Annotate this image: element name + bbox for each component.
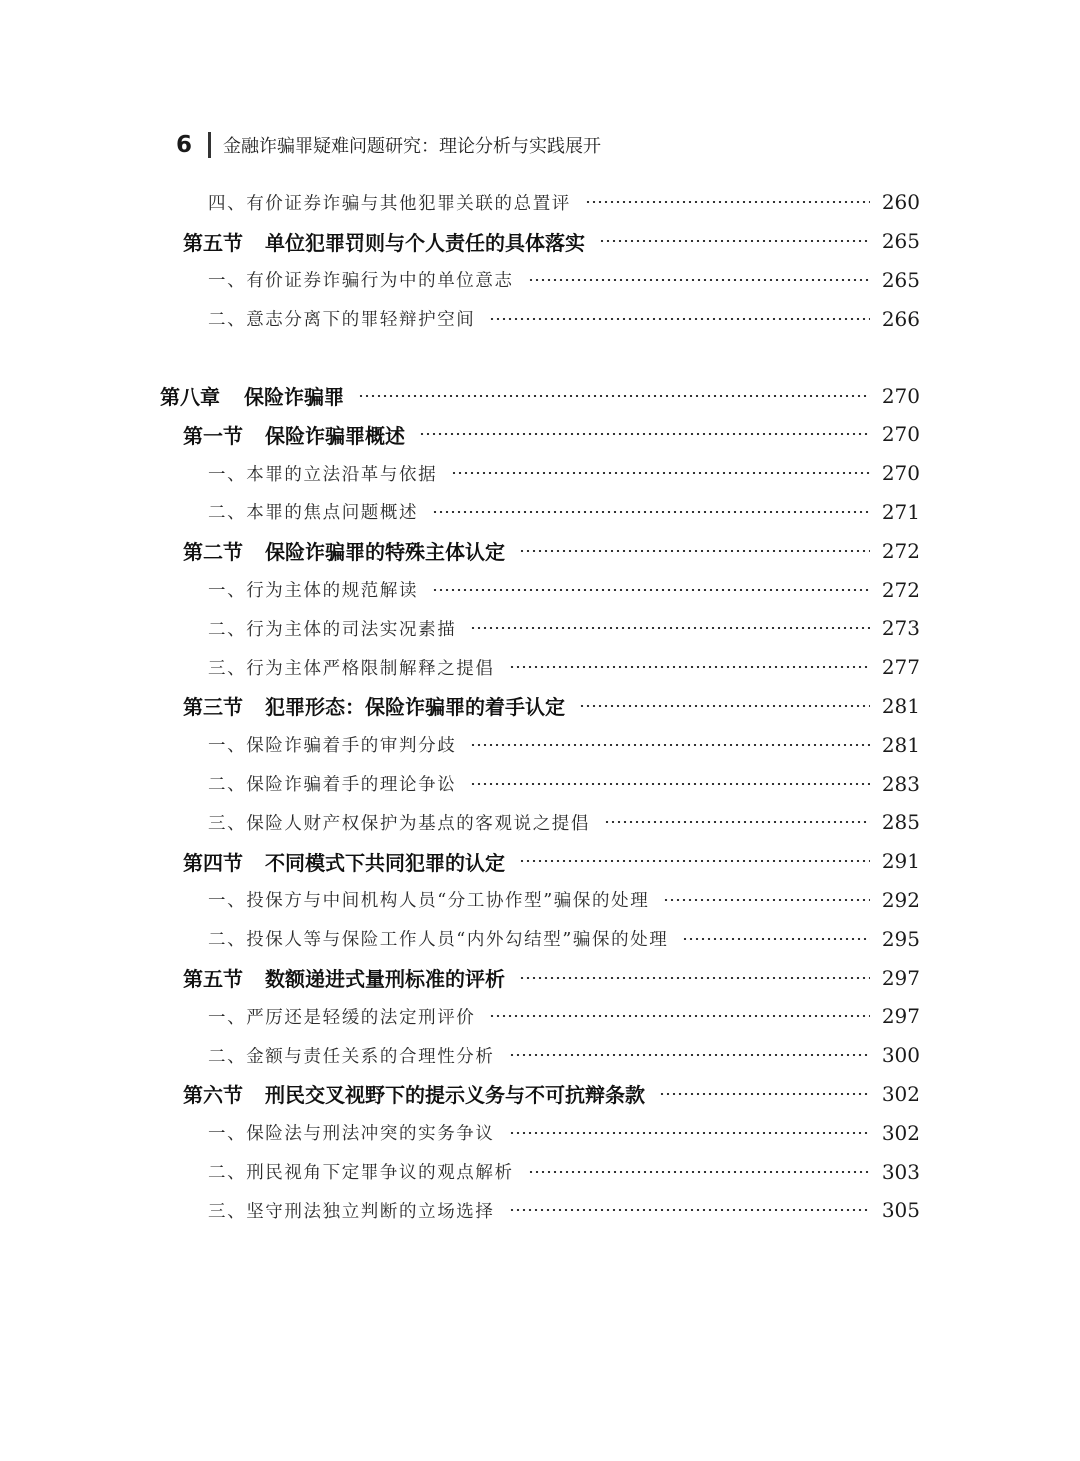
chapter-number: 第八章 bbox=[160, 385, 220, 410]
toc-page-number: 283 bbox=[881, 771, 920, 796]
dot-leader bbox=[432, 511, 870, 513]
toc-chapter[interactable] bbox=[0, 376, 1080, 415]
toc-entry-label: 一、严厉还是轻缓的法定刑评价 bbox=[208, 1007, 476, 1028]
toc-section[interactable] bbox=[0, 842, 1080, 881]
dot-leader bbox=[489, 1015, 869, 1017]
toc-page-number: 292 bbox=[881, 887, 920, 912]
running-header bbox=[176, 128, 601, 162]
dot-leader bbox=[489, 318, 869, 320]
section-title: 单位犯罪罚则与个人责任的具体落实 bbox=[265, 230, 585, 255]
toc-section[interactable] bbox=[0, 415, 1080, 454]
section-title: 数额递进式量刑标准的评析 bbox=[265, 967, 505, 992]
toc-page-number: 302 bbox=[881, 1081, 920, 1106]
toc-page-number: 281 bbox=[881, 693, 920, 718]
toc-entry-label: 二、刑民视角下定罪争议的观点解析 bbox=[208, 1163, 514, 1184]
toc-subentry[interactable] bbox=[0, 881, 1080, 920]
toc-subentry[interactable] bbox=[0, 570, 1080, 609]
toc-entry-label: 一、本罪的立法沿革与依据 bbox=[208, 464, 438, 485]
toc-page-number: 281 bbox=[881, 732, 920, 757]
toc-entry-label: 三、行为主体严格限制解释之提倡 bbox=[208, 658, 495, 679]
toc-entry-label: 二、金额与责任关系的合理性分析 bbox=[208, 1046, 495, 1067]
dot-leader bbox=[470, 783, 870, 785]
toc-subentry[interactable] bbox=[0, 1113, 1080, 1152]
toc-entry-label: 一、投保方与中间机构人员“分工协作型”骗保的处理 bbox=[208, 891, 650, 912]
toc-section[interactable] bbox=[0, 531, 1080, 570]
toc-page-number: 291 bbox=[881, 849, 920, 874]
toc-entry-label bbox=[183, 1079, 645, 1108]
toc-entry-label: 二、保险诈骗着手的理论争讼 bbox=[208, 775, 457, 796]
toc-page-number: 265 bbox=[881, 229, 920, 254]
toc-subentry[interactable] bbox=[0, 648, 1080, 687]
toc-entry-label: 二、投保人等与保险工作人员“内外勾结型”骗保的处理 bbox=[208, 930, 669, 951]
dot-leader bbox=[470, 627, 870, 629]
section-title: 不同模式下共同犯罪的认定 bbox=[265, 850, 505, 875]
toc-entry-label: 一、行为主体的规范解读 bbox=[208, 581, 419, 602]
dot-leader bbox=[528, 279, 870, 281]
toc-section[interactable] bbox=[0, 958, 1080, 997]
dot-leader bbox=[663, 899, 870, 901]
toc-section[interactable] bbox=[0, 1075, 1080, 1114]
toc-page-number: 266 bbox=[881, 306, 920, 331]
book-title: 金融诈骗罪疑难问题研究：理论分析与实践展开 bbox=[223, 136, 602, 157]
toc-entry-label: 四、有价证券诈骗与其他犯罪关联的总置评 bbox=[208, 193, 571, 214]
toc-page-number: 295 bbox=[881, 926, 920, 951]
toc-subentry[interactable] bbox=[0, 1191, 1080, 1230]
toc-section[interactable] bbox=[0, 222, 1080, 261]
toc-page-number: 270 bbox=[881, 422, 920, 447]
toc-page-number: 272 bbox=[881, 538, 920, 563]
toc-page-number: 297 bbox=[881, 1004, 920, 1029]
toc-entry-label bbox=[160, 381, 344, 410]
toc-subentry[interactable] bbox=[0, 1036, 1080, 1075]
section-number: 第五节 bbox=[183, 230, 243, 255]
toc-section[interactable] bbox=[0, 687, 1080, 726]
section-title: 保险诈骗罪的特殊主体认定 bbox=[265, 540, 505, 565]
toc-subentry[interactable] bbox=[0, 764, 1080, 803]
section-number: 第一节 bbox=[183, 423, 243, 448]
section-number: 第四节 bbox=[183, 850, 243, 875]
dot-leader bbox=[519, 860, 870, 862]
toc-subentry[interactable] bbox=[0, 299, 1080, 338]
section-number: 第二节 bbox=[183, 540, 243, 565]
dot-leader bbox=[509, 666, 870, 668]
toc-entry-label: 一、有价证券诈骗行为中的单位意志 bbox=[208, 271, 514, 292]
dot-leader bbox=[432, 589, 870, 591]
dot-leader bbox=[604, 821, 870, 823]
section-title: 刑民交叉视野下的提示义务与不可抗辩条款 bbox=[265, 1083, 645, 1108]
toc-entry-label bbox=[183, 227, 585, 256]
toc-page-number: 300 bbox=[881, 1043, 920, 1068]
toc-page-number: 270 bbox=[881, 383, 920, 408]
dot-leader bbox=[470, 744, 870, 746]
dot-leader bbox=[509, 1132, 870, 1134]
toc-entry-label bbox=[183, 420, 405, 449]
toc-subentry[interactable] bbox=[0, 454, 1080, 493]
toc-entry-label: 二、本罪的焦点问题概述 bbox=[208, 503, 419, 524]
toc-subentry[interactable] bbox=[0, 609, 1080, 648]
toc-entry-label bbox=[183, 847, 505, 876]
dot-leader bbox=[519, 977, 870, 979]
toc-page-number: 297 bbox=[881, 965, 920, 990]
section-number: 第五节 bbox=[183, 967, 243, 992]
page-number: 6 bbox=[176, 132, 193, 158]
table-of-contents bbox=[0, 183, 1080, 1230]
dot-leader bbox=[528, 1171, 870, 1173]
toc-page-number: 272 bbox=[881, 577, 920, 602]
toc-subentry[interactable] bbox=[0, 261, 1080, 300]
toc-page-number: 277 bbox=[881, 655, 920, 680]
section-title: 保险诈骗罪概述 bbox=[265, 423, 405, 448]
toc-entry-label: 二、行为主体的司法实况素描 bbox=[208, 619, 457, 640]
toc-page-number: 305 bbox=[881, 1198, 920, 1223]
dot-leader bbox=[519, 550, 870, 552]
toc-subentry[interactable] bbox=[0, 183, 1080, 222]
dot-leader bbox=[579, 705, 870, 707]
toc-page-number: 271 bbox=[881, 499, 920, 524]
chapter-title: 保险诈骗罪 bbox=[244, 385, 344, 410]
toc-subentry[interactable] bbox=[0, 1152, 1080, 1191]
toc-entry-label: 一、保险诈骗着手的审判分歧 bbox=[208, 736, 457, 757]
dot-leader bbox=[419, 433, 870, 435]
toc-subentry[interactable] bbox=[0, 493, 1080, 532]
toc-page-number: 285 bbox=[881, 810, 920, 835]
toc-subentry[interactable] bbox=[0, 803, 1080, 842]
dot-leader bbox=[659, 1093, 870, 1095]
toc-page-number: 302 bbox=[881, 1120, 920, 1145]
toc-entry-label: 三、坚守刑法独立判断的立场选择 bbox=[208, 1201, 495, 1222]
dot-leader bbox=[509, 1209, 870, 1211]
toc-entry-label: 二、意志分离下的罪轻辩护空间 bbox=[208, 310, 476, 331]
dot-leader bbox=[451, 472, 870, 474]
toc-subentry[interactable] bbox=[0, 725, 1080, 764]
toc-entry-label bbox=[183, 691, 565, 720]
toc-page-number: 260 bbox=[881, 190, 920, 215]
toc-entry-label bbox=[183, 963, 505, 992]
toc-entry-label: 一、保险法与刑法冲突的实务争议 bbox=[208, 1124, 495, 1145]
dot-leader bbox=[599, 240, 870, 242]
toc-page-number: 273 bbox=[881, 616, 920, 641]
toc-page-number: 265 bbox=[881, 267, 920, 292]
toc-subentry[interactable] bbox=[0, 919, 1080, 958]
section-number: 第三节 bbox=[183, 695, 243, 720]
toc-subentry[interactable] bbox=[0, 997, 1080, 1036]
dot-leader bbox=[358, 395, 870, 397]
section-number: 第六节 bbox=[183, 1083, 243, 1108]
header-divider bbox=[208, 132, 211, 158]
dot-leader bbox=[585, 201, 870, 203]
toc-entry-label: 三、保险人财产权保护为基点的客观说之提倡 bbox=[208, 813, 590, 834]
toc-entry-label bbox=[183, 536, 505, 565]
toc-page-number: 303 bbox=[881, 1159, 920, 1184]
toc-page-number: 270 bbox=[881, 461, 920, 486]
section-title: 犯罪形态：保险诈骗罪的着手认定 bbox=[265, 695, 565, 720]
dot-leader bbox=[682, 938, 869, 940]
dot-leader bbox=[509, 1054, 870, 1056]
